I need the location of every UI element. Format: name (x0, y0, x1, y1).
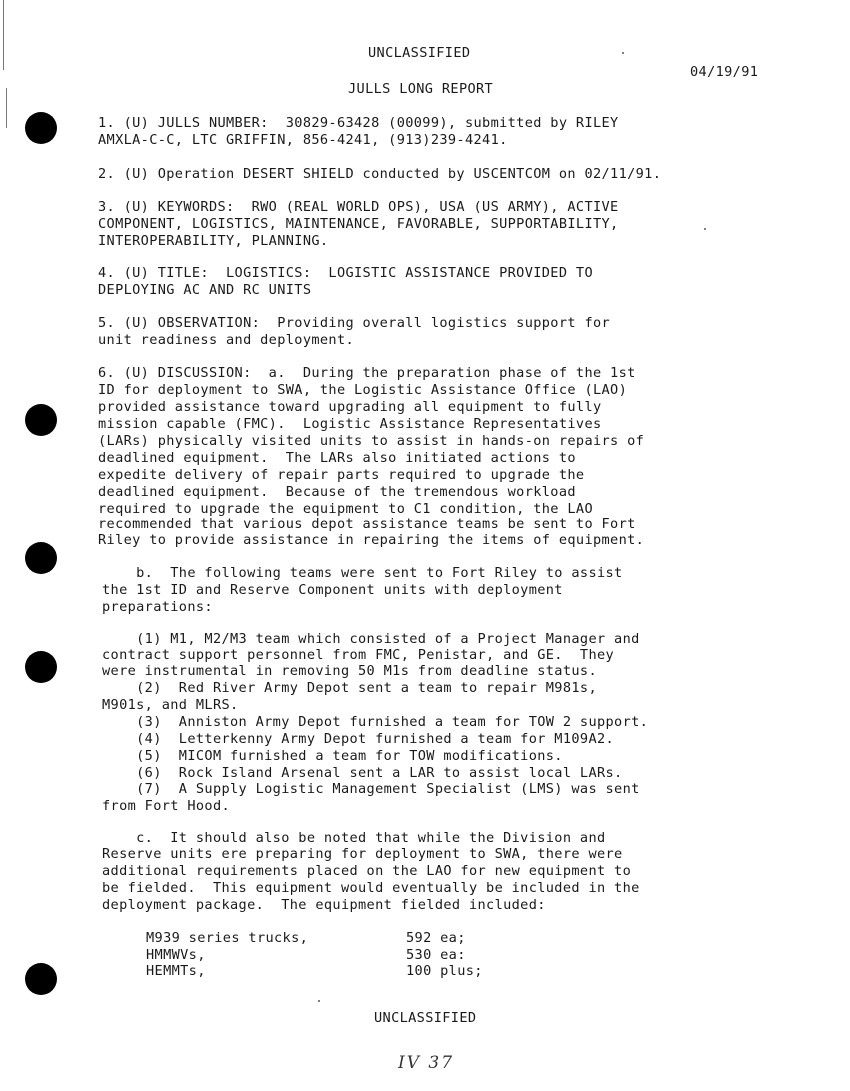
scan-edge-line (6, 88, 7, 128)
body-line: c. It should also be noted that while the Division and (102, 830, 606, 846)
body-line: b. The following teams were sent to Fort Riley to assist (102, 565, 623, 581)
body-line: unit readiness and deployment. (98, 332, 355, 348)
equipment-item: HEMMTs, (146, 963, 206, 979)
body-line: required to upgrade the equipment to C1 condition, the LAO (98, 501, 593, 517)
body-line: deadlined equipment. Because of the tremendous workload (98, 484, 576, 500)
body-line: 3. (U) KEYWORDS: RWO (REAL WORLD OPS), USA (US ARMY), ACTIVE (98, 199, 619, 215)
report-date: 04/19/91 (690, 64, 759, 80)
body-line: deadlined equipment. The LARs also initiated actions to (98, 450, 576, 466)
body-line: 1. (U) JULLS NUMBER: 30829-63428 (00099), submitted by RILEY (98, 115, 619, 131)
equipment-quantity: 530 ea: (406, 947, 466, 963)
body-line: from Fort Hood. (102, 798, 231, 814)
scan-edge-line (3, 0, 4, 70)
body-line: provided assistance toward upgrading all equipment to fully (98, 399, 602, 415)
report-title: JULLS LONG REPORT (348, 81, 494, 97)
punch-hole (25, 542, 57, 574)
classification-header: UNCLASSIFIED (368, 45, 471, 61)
body-line: expedite delivery of repair parts required to upgrade the (98, 467, 585, 483)
body-line: AMXLA-C-C, LTC GRIFFIN, 856-4241, (913)239-4241. (98, 132, 508, 148)
page-number-mark: IV 37 (398, 1053, 455, 1073)
body-line: deployment package. The equipment fielded included: (102, 897, 546, 913)
body-line: 5. (U) OBSERVATION: Providing overall logistics support for (98, 315, 611, 331)
equipment-quantity: 592 ea; (406, 930, 466, 946)
body-line: (1) M1, M2/M3 team which consisted of a Project Manager and (102, 631, 640, 647)
body-line: Reserve units ere preparing for deployment to SWA, there were (102, 846, 623, 862)
scan-speck (622, 52, 624, 54)
body-line: COMPONENT, LOGISTICS, MAINTENANCE, FAVORABLE, SUPPORTABILITY, (98, 216, 619, 232)
scan-speck (318, 1000, 320, 1002)
body-line: additional requirements placed on the LAO for new equipment to (102, 863, 632, 879)
body-line: (5) MICOM furnished a team for TOW modifications. (102, 748, 563, 764)
body-line: (4) Letterkenny Army Depot furnished a team for M109A2. (102, 731, 615, 747)
classification-footer: UNCLASSIFIED (374, 1010, 477, 1026)
punch-hole (25, 112, 57, 144)
body-line: contract support personnel from FMC, Penistar, and GE. They (102, 647, 615, 663)
body-line: INTEROPERABILITY, PLANNING. (98, 233, 329, 249)
punch-hole (25, 963, 57, 995)
body-line: (7) A Supply Logistic Management Specialist (LMS) was sent (102, 781, 640, 797)
body-line: (3) Anniston Army Depot furnished a team for TOW 2 support. (102, 714, 649, 730)
body-line: the 1st ID and Reserve Component units with deployment (102, 582, 563, 598)
equipment-quantity: 100 plus; (406, 963, 483, 979)
scan-speck (704, 228, 706, 230)
body-line: 2. (U) Operation DESERT SHIELD conducted by USCENTCOM on 02/11/91. (98, 166, 662, 182)
body-line: were instrumental in removing 50 M1s from deadline status. (102, 663, 597, 679)
body-line: recommended that various depot assistance teams be sent to Fort (98, 516, 636, 532)
body-line: (6) Rock Island Arsenal sent a LAR to assist local LARs. (102, 765, 623, 781)
body-line: preparations: (102, 599, 213, 615)
punch-hole (25, 404, 57, 436)
punch-hole (25, 651, 57, 683)
body-line: (LARs) physically visited units to assist in hands-on repairs of (98, 433, 645, 449)
body-line: mission capable (FMC). Logistic Assistance Representatives (98, 416, 602, 432)
equipment-item: HMMWVs, (146, 947, 206, 963)
body-line: M901s, and MLRS. (102, 697, 239, 713)
body-line: 4. (U) TITLE: LOGISTICS: LOGISTIC ASSISTANCE PROVIDED TO (98, 265, 593, 281)
body-line: ID for deployment to SWA, the Logistic Assistance Office (LAO) (98, 382, 628, 398)
body-line: Riley to provide assistance in repairing the items of equipment. (98, 532, 645, 548)
body-line: be fielded. This equipment would eventually be included in the (102, 880, 640, 896)
body-line: (2) Red River Army Depot sent a team to repair M981s, (102, 680, 597, 696)
body-line: DEPLOYING AC AND RC UNITS (98, 282, 312, 298)
body-line: 6. (U) DISCUSSION: a. During the preparation phase of the 1st (98, 365, 636, 381)
equipment-item: M939 series trucks, (146, 930, 309, 946)
